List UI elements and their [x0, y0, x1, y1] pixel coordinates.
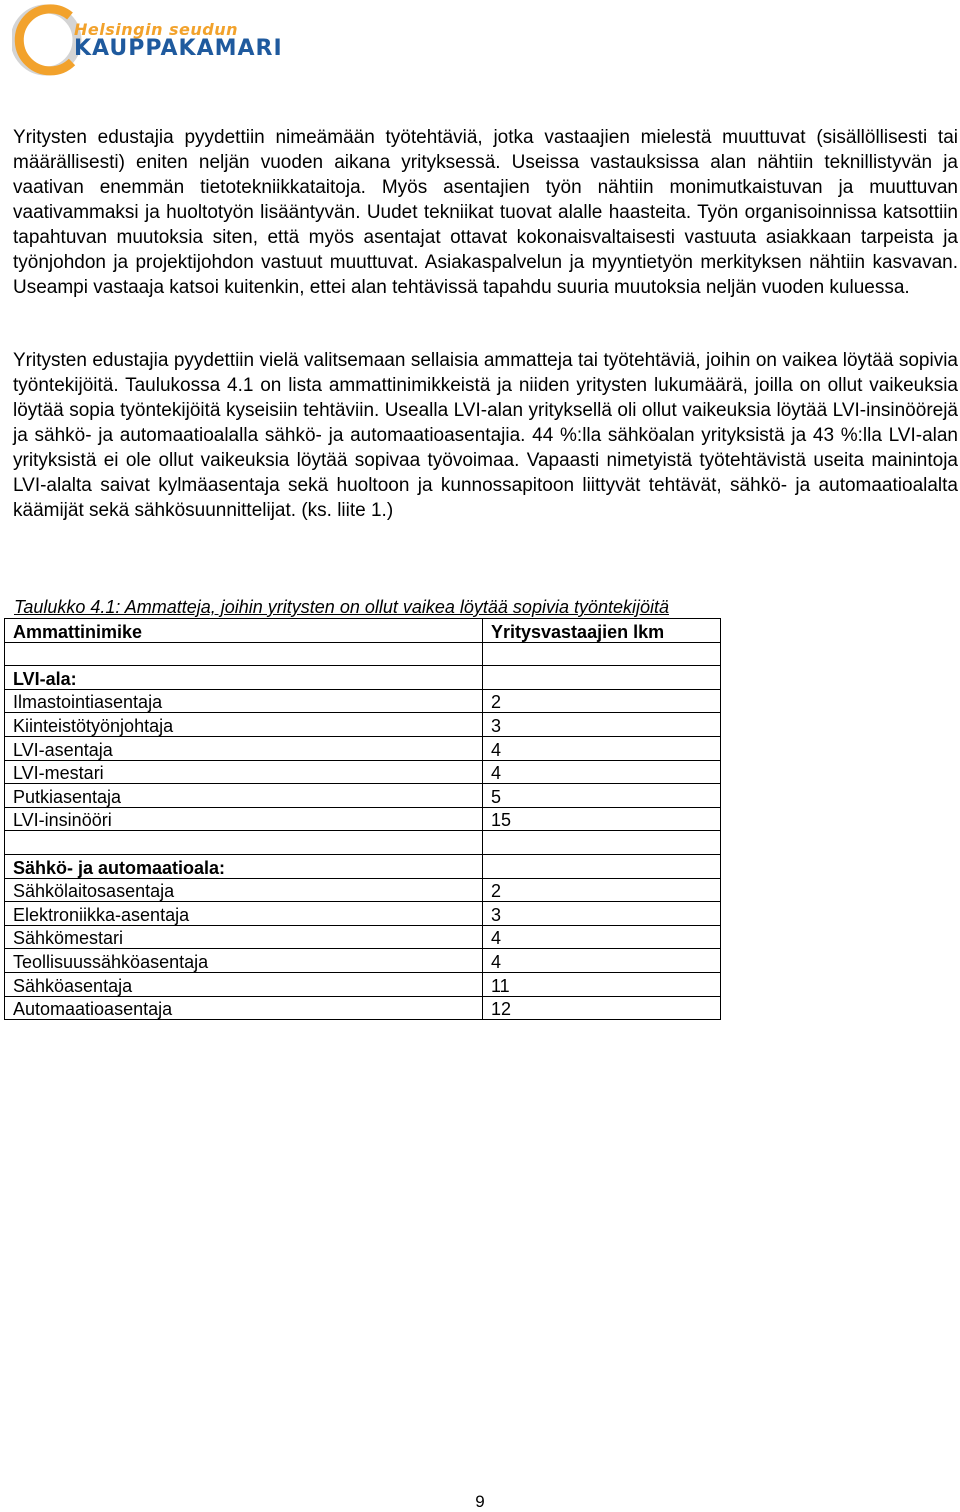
occupations-table	[4, 618, 721, 1020]
occupation-cell: LVI-insinööri	[5, 807, 483, 831]
count-cell: 3	[483, 713, 721, 737]
count-cell	[483, 854, 721, 878]
occupation-cell: Putkiasentaja	[5, 784, 483, 808]
count-cell: 3	[483, 902, 721, 926]
logo-line-helsingin-seudun: Helsingin seudun	[74, 20, 239, 39]
count-cell	[483, 666, 721, 690]
table-caption: Taulukko 4.1: Ammatteja, joihin yritysten on ollut vaikea löytää sopivia työntekijöitä	[14, 597, 670, 617]
page-number: 9	[475, 1492, 485, 1511]
count-cell: 4	[483, 736, 721, 760]
count-cell: 5	[483, 784, 721, 808]
occupation-cell: Sähkömestari	[5, 925, 483, 949]
table-row	[5, 972, 721, 996]
table-row	[5, 996, 721, 1020]
occupation-cell: Kiinteistötyönjohtaja	[5, 713, 483, 737]
body-paragraph: Yritysten edustajia pyydettiin vielä valitsemaan sellaisia ammatteja tai työtehtäviä, joihin on vaikea löytää sopivia työntekijöitä. Taulukossa 4.1 on lista ammattinimikkeistä ja niiden yritysten lukumäärä, joilla on ollut vaikeuksia löytää sopia työntekijöitä kyseisiin tehtäviin. Usealla LVI-alan yrityksellä oli ollut vaikeuksia löytää LVI-insinöörejä ja sähkö- ja automaatioalalla sähkö- ja automaatioasentajia. 44 %:lla sähköalan yrityksistä ja 43 %:lla LVI-alan yrityksistä ei ole ollut vaikeuksia löytää sopivaa työvoimaa. Vapaasti nimetyistä työtehtävistä useita mainintoja LVI-alalta saivat kylmäasentaja sekä huoltoon ja kunnossapitoon liittyvät tehtävät, sähkö- ja automaatioalalta käämijät sekä sähkösuunnittelijat. (ks. liite 1.)	[13, 350, 958, 521]
occupation-cell: LVI-ala:	[5, 666, 483, 690]
table-section-row	[5, 666, 721, 690]
occupation-cell	[5, 831, 483, 855]
table-header-row	[5, 619, 721, 643]
count-cell: 4	[483, 949, 721, 973]
occupation-cell: Teollisuussähköasentaja	[5, 949, 483, 973]
occupation-cell: Ilmastointiasentaja	[5, 689, 483, 713]
kauppakamari-logo	[12, 0, 282, 80]
occupation-cell	[5, 642, 483, 666]
count-cell	[483, 642, 721, 666]
count-cell	[483, 831, 721, 855]
column-header-count: Yritysvastaajien lkm	[483, 619, 721, 643]
count-cell: 4	[483, 925, 721, 949]
body-paragraph: Yritysten edustajia pyydettiin nimeämään työtehtäviä, jotka vastaajien mielestä muuttuvat (sisällöllisesti tai määrällisesti) eniten neljän vuoden aikana yrityksessä. Useissa vastauksissa alan nähtiin teknillistyvän ja vaativan enemmän tietotekniikkataitoja. Myös asentajien työn nähtiin monimutkaistuvan ja muuttuvan vaativammaksi ja huoltotyön lisääntyvän. Uudet tekniikat tuovat alalle haasteita. Työn organisoinnissa katsottiin tapahtuvan muutoksia siten, että myös asentajat ottavat kokonaisvaltaisesti vastuuta asiakkaan tarpeista ja työnjohdon ja projektijohdon vastuut muuttuvat. Asiakaspalvelun ja myyntietyön merkityksen nähtiin kasvavan. Useampi vastaaja katsoi kuitenkin, ettei alan tehtävissä tapahdu suuria muutoksia neljän vuoden kuluessa.	[13, 127, 958, 298]
occupation-cell: Sähkölaitosasentaja	[5, 878, 483, 902]
occupation-cell: Automaatioasentaja	[5, 996, 483, 1020]
table-row	[5, 736, 721, 760]
count-cell: 12	[483, 996, 721, 1020]
table-row	[5, 760, 721, 784]
count-cell: 15	[483, 807, 721, 831]
table-row	[5, 831, 721, 855]
logo-emblem-icon	[12, 0, 82, 80]
table-row	[5, 902, 721, 926]
table-row	[5, 642, 721, 666]
occupation-cell: LVI-mestari	[5, 760, 483, 784]
logo-line-kauppakamari: KAUPPAKAMARI	[74, 36, 283, 61]
count-cell: 2	[483, 689, 721, 713]
occupation-cell: Elektroniikka-asentaja	[5, 902, 483, 926]
occupation-cell: LVI-asentaja	[5, 736, 483, 760]
table-row	[5, 878, 721, 902]
occupation-cell: Sähkö- ja automaatioala:	[5, 854, 483, 878]
table-row	[5, 925, 721, 949]
count-cell: 11	[483, 972, 721, 996]
count-cell: 2	[483, 878, 721, 902]
table-row	[5, 713, 721, 737]
column-header-occupation: Ammattinimike	[5, 619, 483, 643]
table-row	[5, 807, 721, 831]
table-row	[5, 784, 721, 808]
occupation-cell: Sähköasentaja	[5, 972, 483, 996]
table-row	[5, 949, 721, 973]
table-row	[5, 689, 721, 713]
table-section-row	[5, 854, 721, 878]
count-cell: 4	[483, 760, 721, 784]
